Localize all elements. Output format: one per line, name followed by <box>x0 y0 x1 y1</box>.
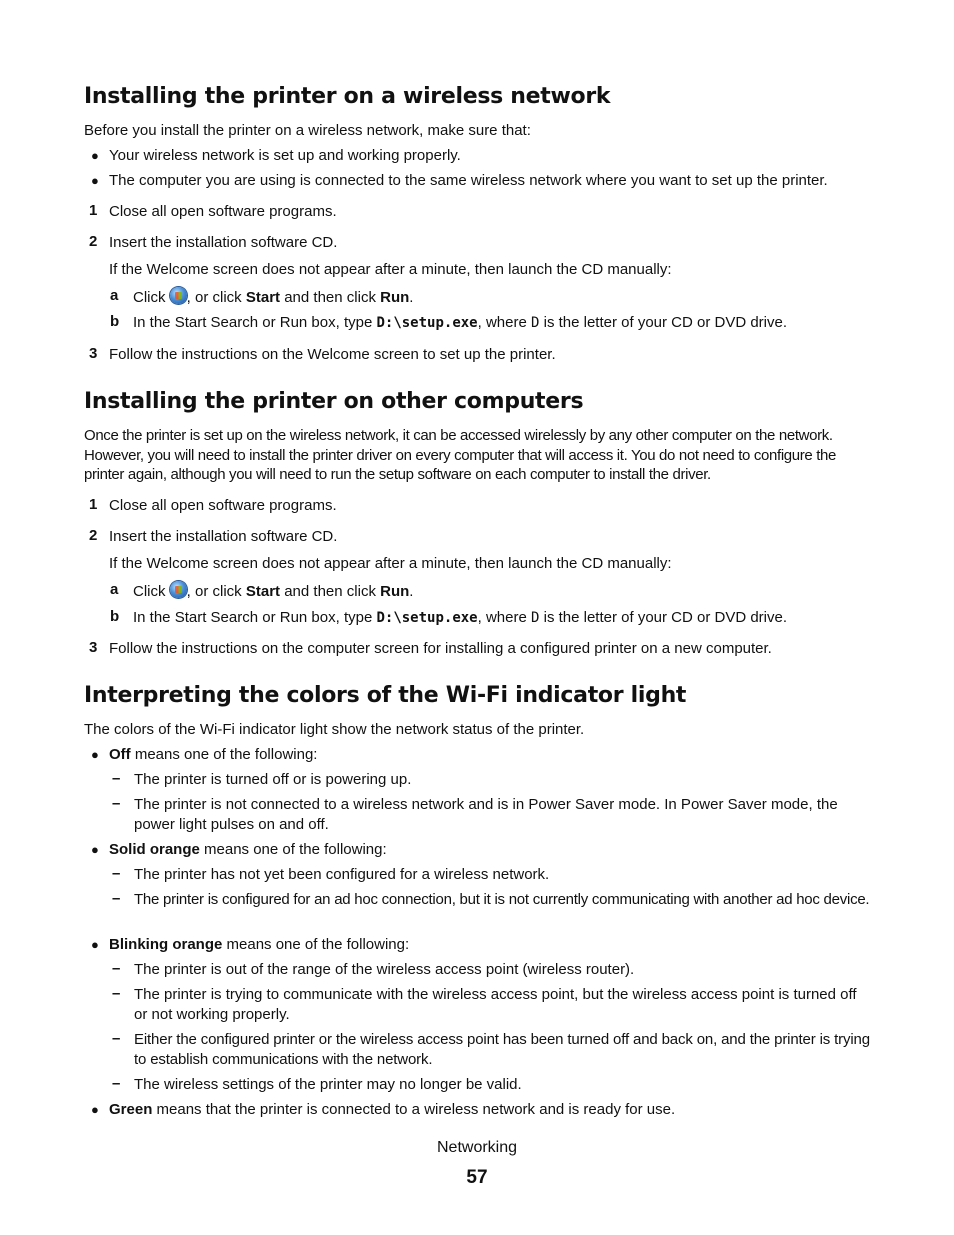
drive-letter: D <box>531 610 540 626</box>
sub-list-item: The printer is trying to communicate with the wireless access point, but the wireless access point is turned off or not working properly. <box>134 986 857 1023</box>
run-label: Run <box>380 583 410 600</box>
substep-text: is the letter of your CD or DVD drive. <box>543 314 788 331</box>
drive-letter: D <box>531 315 540 331</box>
step-note: If the Welcome screen does not appear after a minute, then launch the CD manually: <box>109 261 672 278</box>
substep-a <box>133 287 413 308</box>
step-number: 1 <box>89 202 98 219</box>
substep-a <box>133 581 413 602</box>
sub-list-item: The printer is not connected to a wireless network and is in Power Saver mode. In Power Saver mode, the power light pulses on and off. <box>134 796 838 833</box>
substep-text: . <box>409 289 414 306</box>
section-title-wireless: Installing the printer on a wireless network <box>84 84 611 109</box>
sub-list-item: The printer is out of the range of the wireless access point (wireless router). <box>134 961 635 978</box>
step-number: 3 <box>89 639 98 656</box>
substep-text: , or click <box>186 583 242 600</box>
substep-letter: b <box>110 313 120 330</box>
run-label: Run <box>380 289 410 306</box>
section-title-wifi-colors: Interpreting the colors of the Wi-Fi indicator light <box>84 683 687 708</box>
status-text: means that the printer is connected to a wireless network and is ready for use. <box>156 1101 676 1118</box>
footer-section-name: Networking <box>436 1139 518 1156</box>
step-note: If the Welcome screen does not appear after a minute, then launch the CD manually: <box>109 555 672 572</box>
step-number: 3 <box>89 345 98 362</box>
windows-start-icon <box>170 287 187 304</box>
substep-letter: b <box>110 608 120 625</box>
status-label: Solid orange <box>109 841 200 858</box>
command-text: D:\setup.exe <box>376 315 478 331</box>
substep-text: , where <box>477 609 527 626</box>
substep-letter: a <box>110 581 119 598</box>
section-title-other-computers: Installing the printer on other computers <box>84 389 584 414</box>
step-text: Follow the instructions on the Welcome screen to set up the printer. <box>109 346 556 363</box>
paragraph: Before you install the printer on a wireless network, make sure that: <box>84 122 531 139</box>
bullet-marker: ● <box>91 148 99 163</box>
page-number: 57 <box>466 1167 488 1188</box>
substep-text: and then click <box>284 583 376 600</box>
substep-text: Click <box>133 289 166 306</box>
substep-text: In the Start Search or Run box, type <box>133 609 373 626</box>
substep-b <box>133 313 787 334</box>
paragraph: Once the printer is set up on the wireless network, it can be accessed wirelessly by any other computer on the network. However, you will need to install the printer driver on every computer that will access it. You do not need to configure the printer again, although you will need to run the setup software on each computer to install the driver. <box>84 427 837 483</box>
substep-b <box>133 608 787 629</box>
dash-marker: – <box>112 865 121 882</box>
bullet-marker: ● <box>91 173 99 188</box>
list-item-green <box>109 1100 675 1120</box>
list-item-solid-orange <box>109 840 387 860</box>
dash-marker: – <box>112 795 121 812</box>
paragraph: The colors of the Wi-Fi indicator light show the network status of the printer. <box>84 721 585 738</box>
substep-letter: a <box>110 287 119 304</box>
list-item: The computer you are using is connected to the same wireless network where you want to set up the printer. <box>109 172 828 189</box>
substep-text: . <box>409 583 414 600</box>
list-item: Your wireless network is set up and working properly. <box>109 147 461 164</box>
status-text: means one of the following: <box>134 746 318 763</box>
substep-text: and then click <box>284 289 376 306</box>
status-label: Green <box>109 1101 153 1118</box>
command-text: D:\setup.exe <box>376 610 478 626</box>
substep-text: is the letter of your CD or DVD drive. <box>543 609 788 626</box>
windows-start-icon <box>170 581 187 598</box>
status-label: Off <box>109 746 131 763</box>
bullet-marker: ● <box>91 842 99 857</box>
step-text: Close all open software programs. <box>109 203 337 220</box>
list-item-blinking-orange <box>109 935 409 955</box>
step-number: 2 <box>89 233 98 250</box>
sub-list-item: The printer is configured for an ad hoc connection, but it is not currently communicating with another ad hoc device. <box>134 891 870 908</box>
status-text: means one of the following: <box>204 841 387 858</box>
sub-list-item: The wireless settings of the printer may no longer be valid. <box>134 1076 522 1093</box>
bullet-marker: ● <box>91 747 99 762</box>
status-text: means one of the following: <box>226 936 410 953</box>
dash-marker: – <box>112 770 121 787</box>
start-label: Start <box>245 583 281 600</box>
step-number: 2 <box>89 527 98 544</box>
dash-marker: – <box>112 890 121 907</box>
step-text: Insert the installation software CD. <box>109 528 338 545</box>
sub-list-item: The printer is turned off or is powering up. <box>134 771 412 788</box>
dash-marker: – <box>112 1030 121 1047</box>
step-text: Close all open software programs. <box>109 497 337 514</box>
status-label: Blinking orange <box>109 936 223 953</box>
substep-text: In the Start Search or Run box, type <box>133 314 373 331</box>
list-item-off <box>109 745 317 765</box>
substep-text: , where <box>477 314 527 331</box>
dash-marker: – <box>112 960 121 977</box>
dash-marker: – <box>112 985 121 1002</box>
step-number: 1 <box>89 496 98 513</box>
sub-list-item: Either the configured printer or the wireless access point has been turned off and back on, and the printer is trying to establish communications with the network. <box>134 1031 870 1068</box>
dash-marker: – <box>112 1075 121 1092</box>
substep-text: , or click <box>186 289 242 306</box>
start-label: Start <box>245 289 281 306</box>
bullet-marker: ● <box>91 1102 99 1117</box>
substep-text: Click <box>133 583 166 600</box>
sub-list-item: The printer has not yet been configured for a wireless network. <box>134 866 550 883</box>
step-text: Insert the installation software CD. <box>109 234 338 251</box>
bullet-marker: ● <box>91 937 99 952</box>
step-text: Follow the instructions on the computer screen for installing a configured printer on a new computer. <box>109 640 772 657</box>
